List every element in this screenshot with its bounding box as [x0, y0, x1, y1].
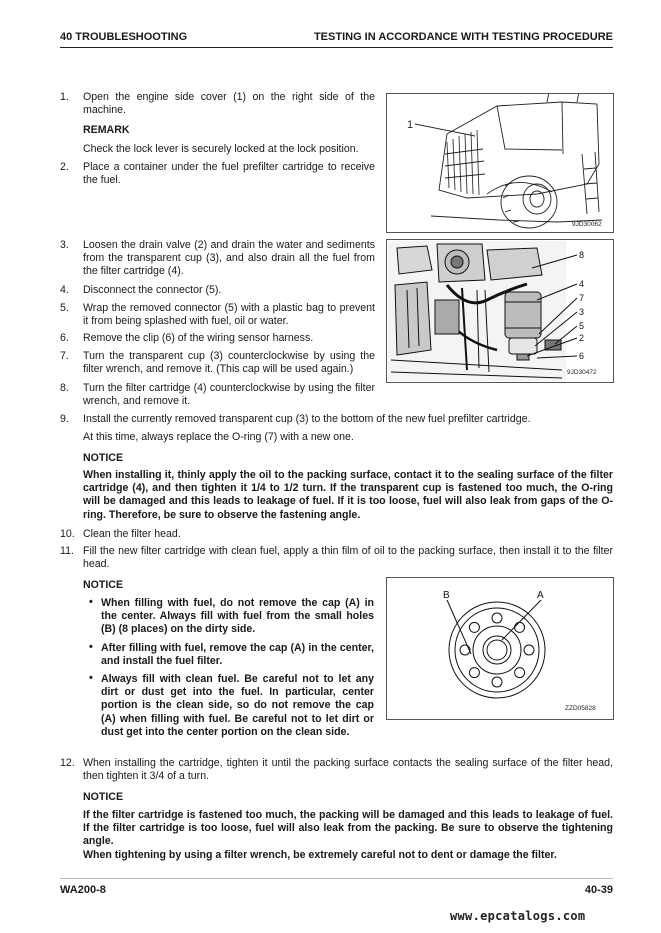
step-11-bullet-3: Always fill with clean fuel. Be careful not to let any dirt or dust get into the fuel. In particular, center portion is the clean side, so do not remove the cap (A) when filling with fuel. Be careful not to let dirt or dust get into the center portion on the clean side. [101, 673, 374, 738]
header-title: TESTING IN ACCORDANCE WITH TESTING PROCEDURE [313, 31, 613, 43]
bullet-marker: • [89, 641, 93, 653]
step-12-notice-label: NOTICE [83, 791, 124, 803]
step-11-text: Fill the new filter cartridge with clean fuel, apply a thin film of oil to the packing surface, then install it to the filter head. [83, 545, 613, 571]
step-2-number: 2. [60, 161, 69, 173]
fig3-label-a: A [537, 590, 544, 601]
footer-model: WA200-8 [60, 884, 106, 896]
fig1-code: 9JD30062 [572, 221, 602, 228]
fig2-label-7: 7 [579, 293, 585, 303]
step-8-number: 8. [60, 382, 69, 394]
step-8-text: Turn the filter cartridge (4) counterclockwise by using the filter wrench, and remove it. [83, 382, 375, 408]
fig2-label-4: 4 [579, 279, 585, 289]
step-3-number: 3. [60, 239, 69, 251]
step-9-number: 9. [60, 413, 69, 425]
step-5-number: 5. [60, 302, 69, 314]
step-12-number: 12. [60, 757, 75, 769]
fig2-label-5: 5 [579, 321, 585, 331]
fig2-label-6: 6 [579, 351, 585, 361]
fig2-label-2: 2 [579, 333, 585, 343]
step-11-bullet-2: After filling with fuel, remove the cap (A) in the center, and install the fuel filter. [101, 642, 374, 668]
step-12-text: When installing the cartridge, tighten it until the packing surface contacts the sealing surface of the filter head, then tighten it 3/4 of a turn. [83, 757, 613, 783]
step-1-text: Open the engine side cover (1) on the right side of the machine. [83, 91, 375, 117]
step-1-remark-label: REMARK [83, 124, 130, 136]
step-7-number: 7. [60, 350, 69, 362]
fig2-label-8: 8 [579, 250, 585, 260]
fig2-code: 9JD30472 [567, 369, 597, 376]
step-9-notice-label: NOTICE [83, 452, 124, 464]
step-11-bullet-1: When filling with fuel, do not remove the cap (A) in the center. Always fill with fuel from the small holes (B) (8 places) on the dirty side. [101, 597, 374, 636]
watermark: www.epcatalogs.com [450, 909, 586, 923]
step-5-text: Wrap the removed connector (5) with a plastic bag to prevent it from being splashed with fuel, oil or water. [83, 302, 375, 328]
step-6-text: Remove the clip (6) of the wiring sensor harness. [83, 332, 314, 344]
step-12-notice-text-2: When tightening by using a filter wrench, be extremely careful not to dent or damage the filter. [83, 849, 557, 861]
step-11-notice-label: NOTICE [83, 579, 124, 591]
figure-machine-side-cover [386, 93, 614, 233]
step-4-text: Disconnect the connector (5). [83, 284, 222, 296]
fig1-label-1: 1 [407, 119, 414, 131]
page-footer [60, 878, 613, 899]
step-2-text: Place a container under the fuel prefilter cartridge to receive the fuel. [83, 161, 375, 187]
header-section: 40 TROUBLESHOOTING [60, 31, 188, 43]
step-9-text: Install the currently removed transparent cup (3) to the bottom of the new fuel prefilter cartridge. [83, 413, 531, 425]
bullet-marker: • [89, 596, 93, 608]
step-10-number: 10. [60, 528, 75, 540]
step-3-text: Loosen the drain valve (2) and drain the water and sediments from the transparent cup (3), and also drain all the fuel from the filter cartridge (4). [83, 239, 375, 278]
page-header [60, 27, 613, 48]
step-10-text: Clean the filter head. [83, 528, 181, 540]
fig3-code: ZZD05828 [565, 705, 596, 712]
fig2-label-3: 3 [579, 307, 585, 317]
bullet-marker: • [89, 672, 93, 684]
footer-page-number: 40-39 [584, 884, 613, 896]
step-4-number: 4. [60, 284, 69, 296]
step-9-subtext: At this time, always replace the O-ring (7) with a new one. [83, 431, 354, 443]
step-6-number: 6. [60, 332, 69, 344]
step-9-notice-text: When installing it, thinly apply the oil to the packing surface, contact it to the sealing surface of the filter cartridge (4), and then tighten it 1/4 to 1/2 turn. If the transparent cup is fastened too much, the O-ring will be damaged and this leads to leakage of fuel. If it is too loose, fuel will also leak from gaps of the O-ring. Therefore, be sure to observe the fastening angle. [83, 469, 613, 521]
step-1-remark-text: Check the lock lever is securely locked at the lock position. [83, 143, 359, 155]
step-1-number: 1. [60, 91, 69, 103]
step-11-number: 11. [60, 545, 74, 557]
figure-fuel-prefilter [386, 239, 614, 383]
step-7-text: Turn the transparent cup (3) counterclockwise by using the filter wrench, and remove it. (This cap will be used again.) [83, 350, 375, 376]
step-12-notice-text: If the filter cartridge is fastened too much, the packing will be damaged and this leads to leakage of fuel. If the filter cartridge is too loose, fuel will also leak from the packing. Be sure to observe the tightening angle. [83, 809, 613, 848]
fig3-label-b: B [443, 590, 450, 601]
figure-filter-top-view [386, 577, 614, 720]
